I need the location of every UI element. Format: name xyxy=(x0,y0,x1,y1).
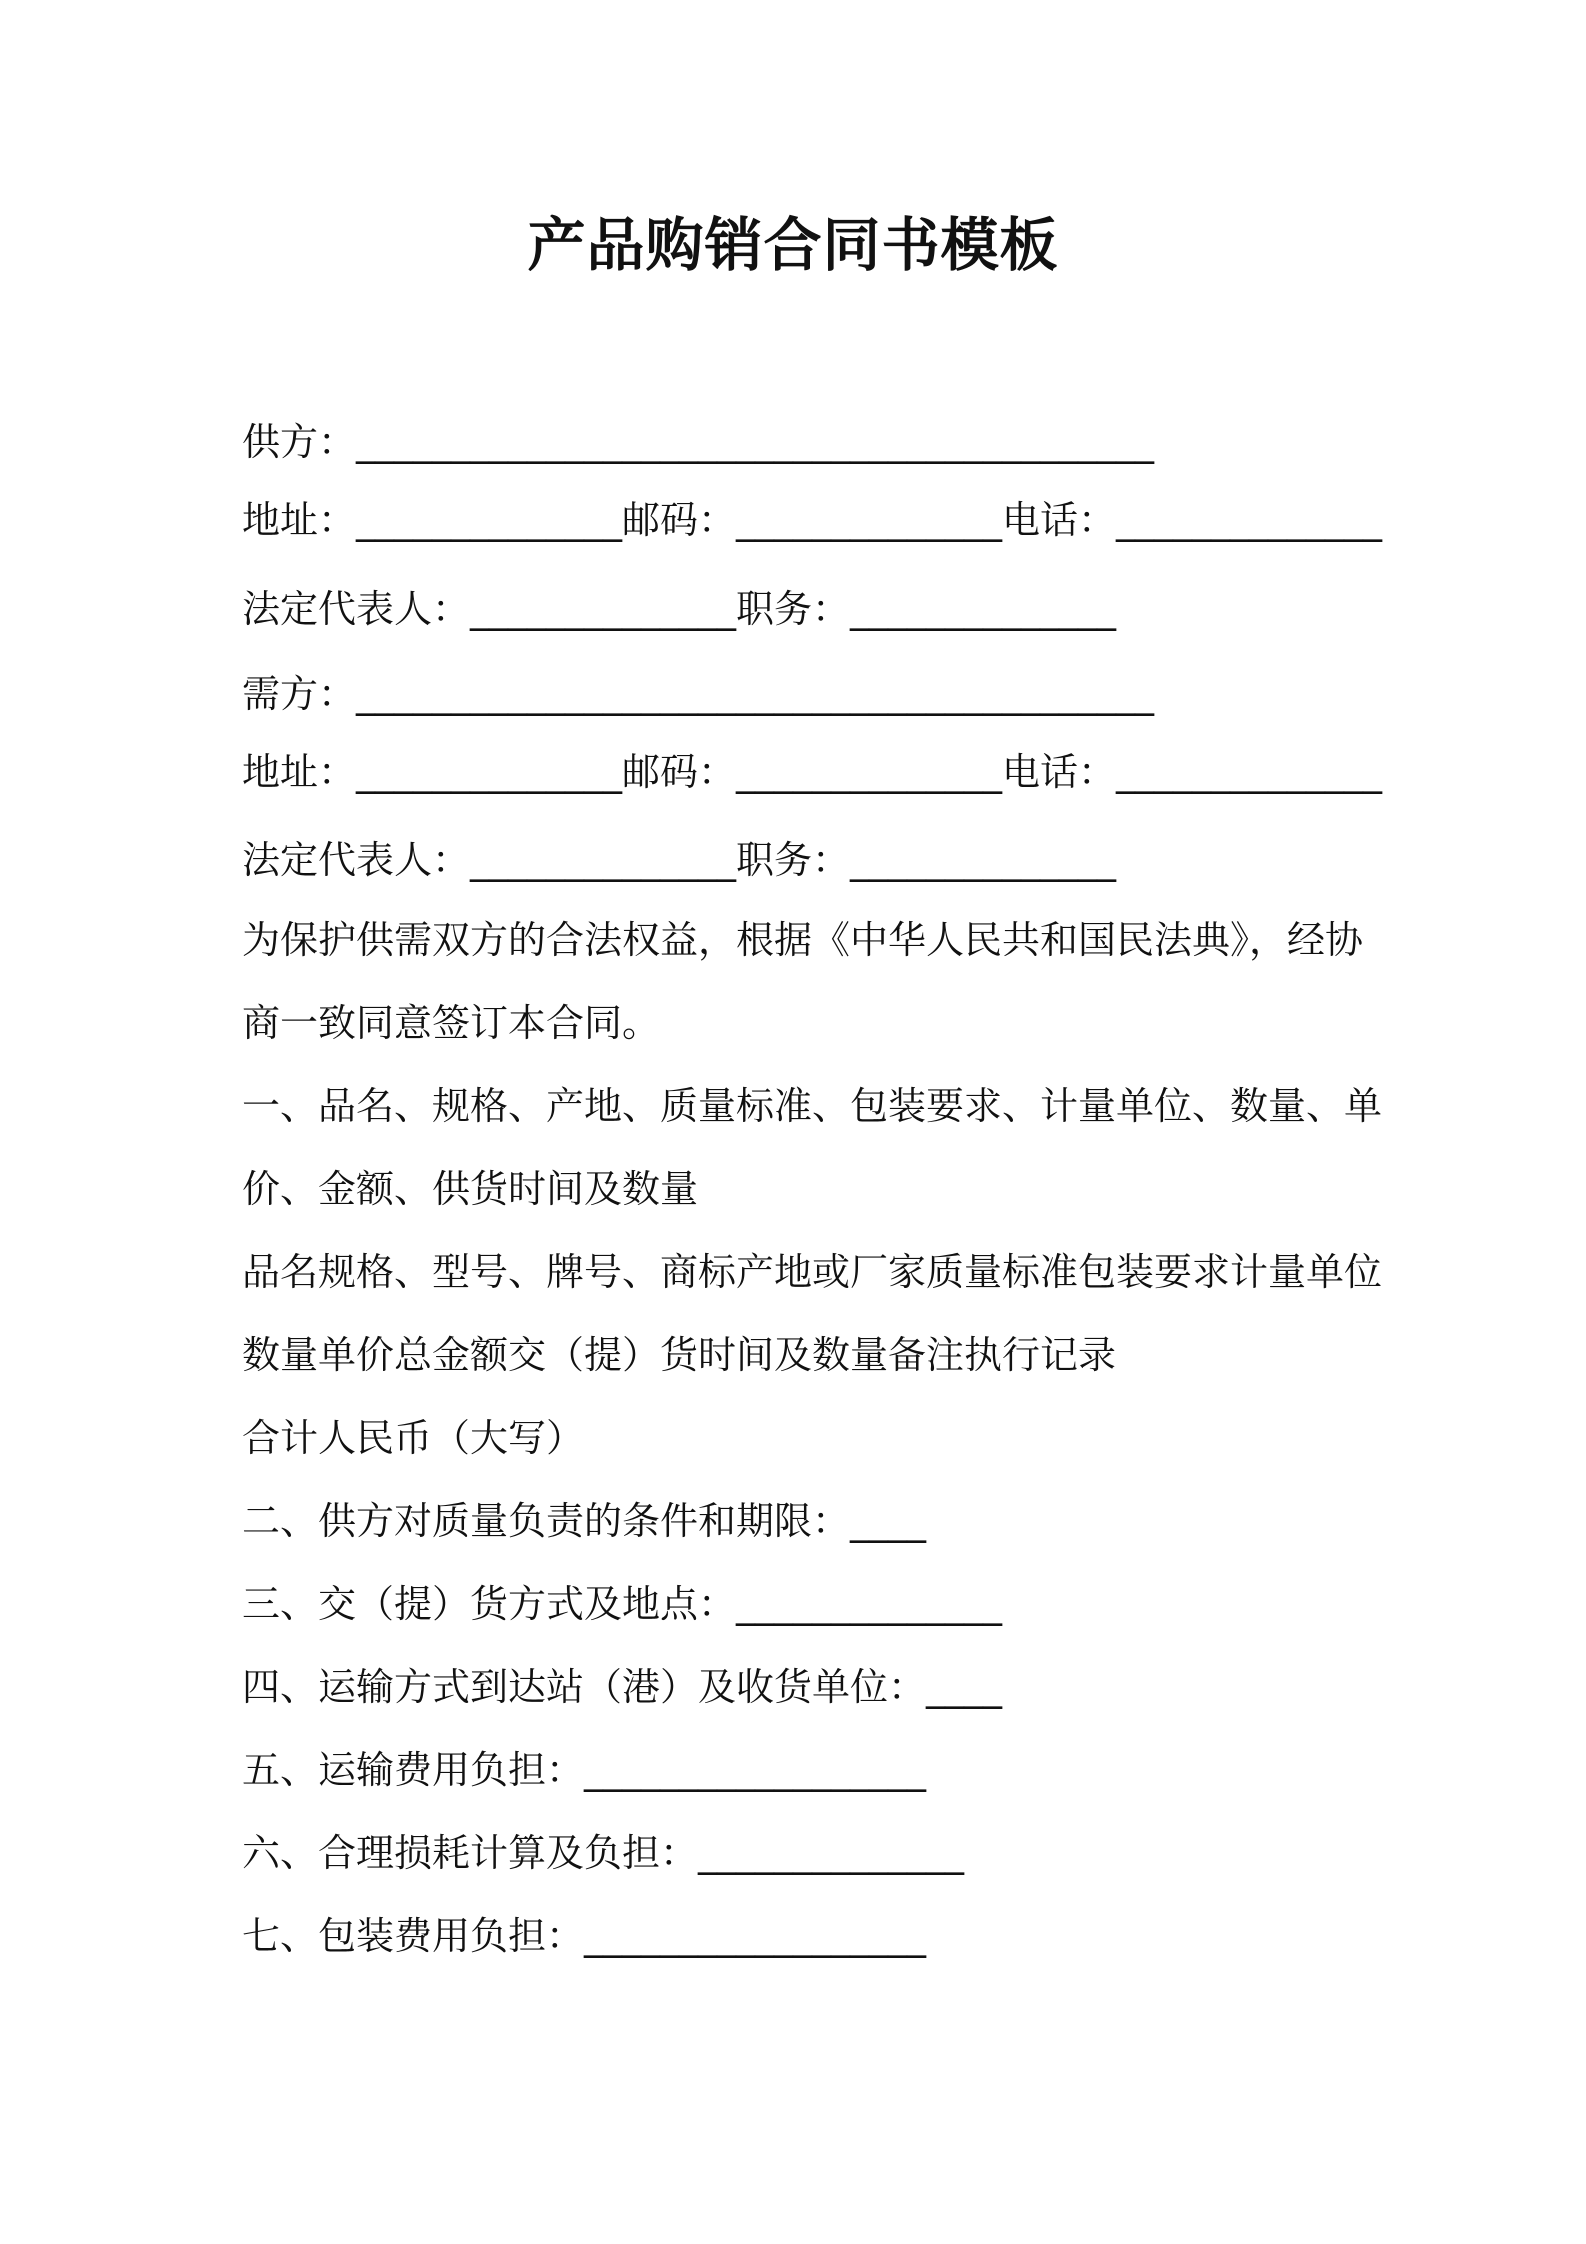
clause-7-line: 七、包装费用负担：__________________ xyxy=(242,1914,927,1958)
clause-6-line: 六、合理损耗计算及负担：______________ xyxy=(242,1831,965,1875)
buyer-address-line: 地址：______________邮码：______________电话：______________ xyxy=(242,750,1383,794)
item-columns-line-2: 数量单价总金额交（提）货时间及数量备注执行记录 xyxy=(242,1333,1117,1377)
preamble-line-2: 商一致同意签订本合同。 xyxy=(242,1001,661,1045)
clause-2-line: 二、供方对质量负责的条件和期限：____ xyxy=(242,1499,927,1543)
document-title: 产品购销合同书模板 xyxy=(527,211,1059,279)
clause-3-line: 三、交（提）货方式及地点：______________ xyxy=(242,1582,1003,1626)
supplier-representative-line: 法定代表人：______________职务：______________ xyxy=(242,587,1117,631)
clause-1-line-2: 价、金额、供货时间及数量 xyxy=(242,1167,699,1211)
clause-1-line-1: 一、品名、规格、产地、质量标准、包装要求、计量单位、数量、单 xyxy=(242,1084,1383,1128)
item-columns-line-1: 品名规格、型号、牌号、商标产地或厂家质量标准包装要求计量单位 xyxy=(242,1250,1383,1294)
supplier-line: 供方：__________________________________________ xyxy=(242,420,1155,464)
buyer-line: 需方：__________________________________________ xyxy=(242,672,1155,716)
supplier-address-line: 地址：______________邮码：______________电话：______________ xyxy=(242,498,1383,542)
clause-5-line: 五、运输费用负担：__________________ xyxy=(242,1748,927,1792)
buyer-representative-line: 法定代表人：______________职务：______________ xyxy=(242,838,1117,882)
preamble-line-1: 为保护供需双方的合法权益，根据《中华人民共和国民法典》，经协 xyxy=(242,918,1364,962)
total-rmb-line: 合计人民币（大写） xyxy=(242,1416,585,1460)
clause-4-line: 四、运输方式到达站（港）及收货单位：____ xyxy=(242,1665,1003,1709)
